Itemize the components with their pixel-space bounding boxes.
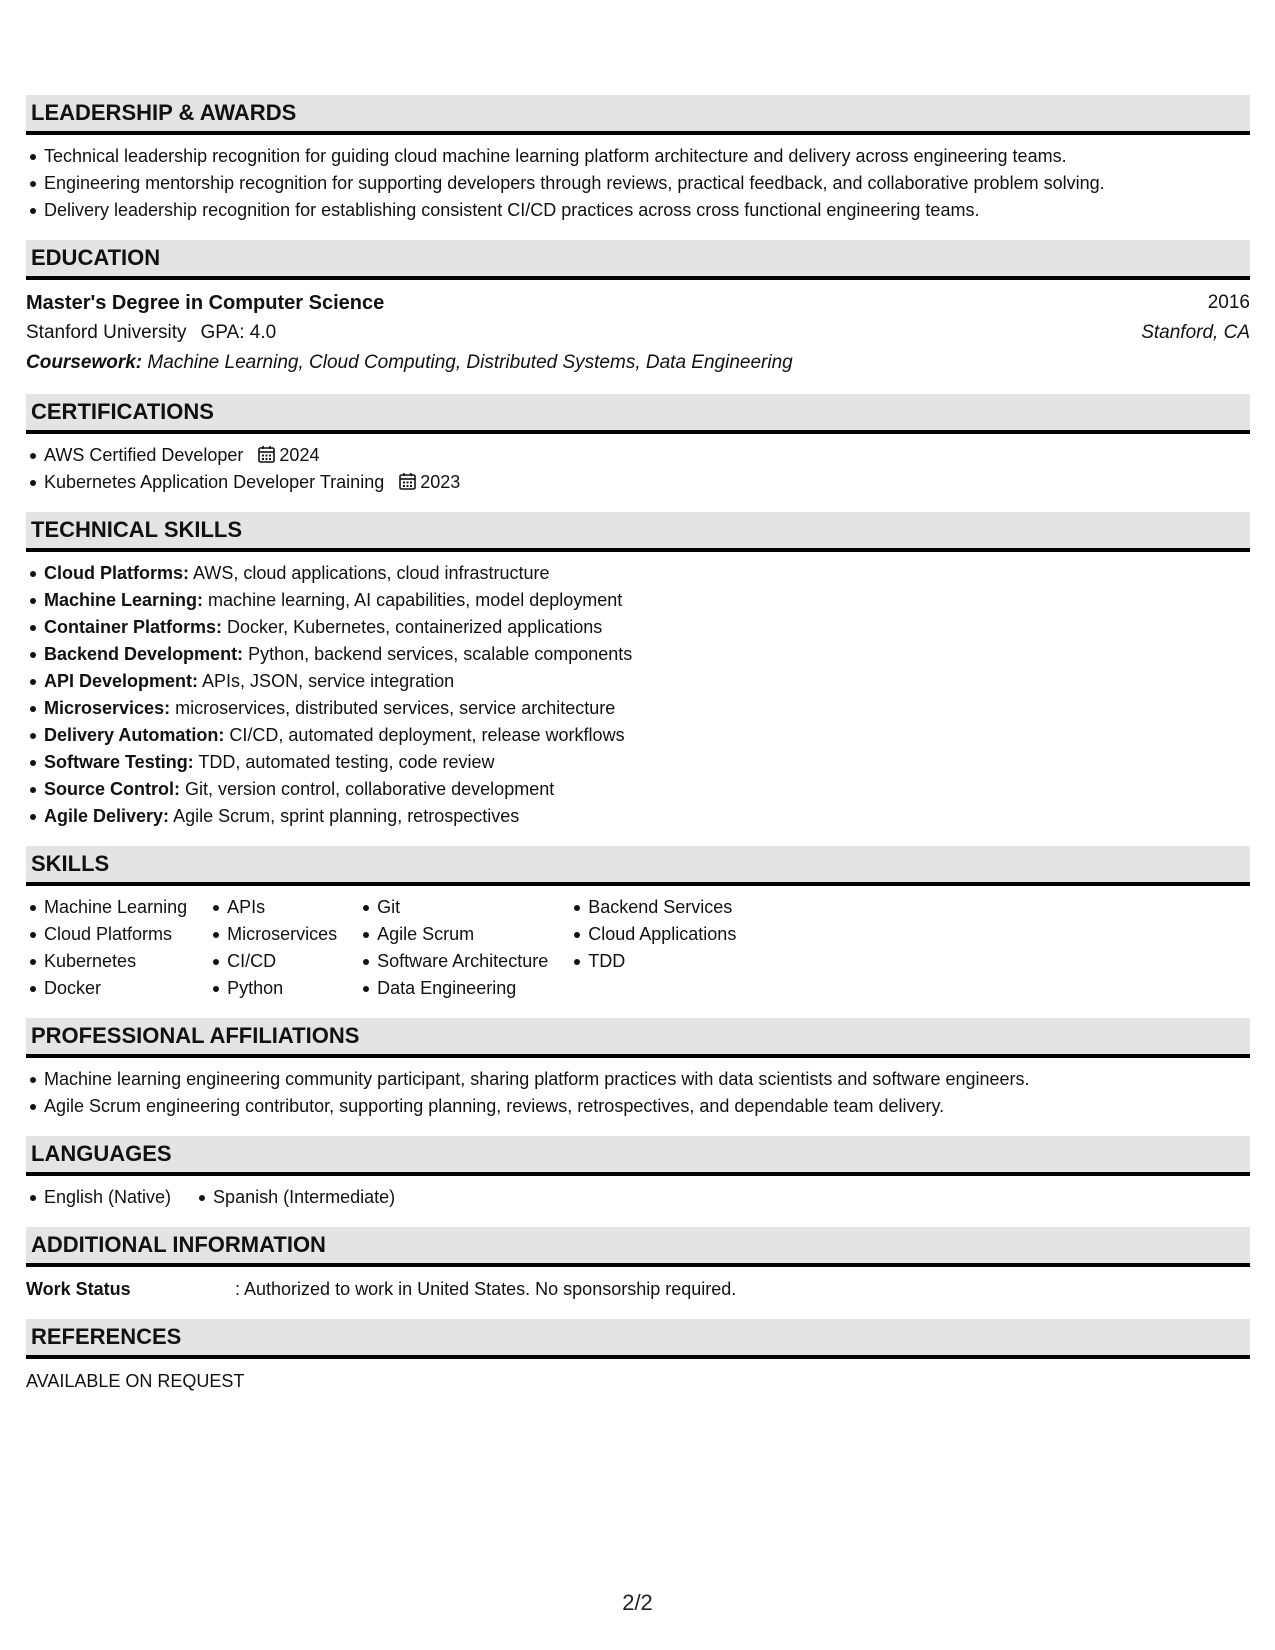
- skill-values: Agile Scrum, sprint planning, retrospectives: [173, 806, 520, 826]
- skill-values: Docker, Kubernetes, containerized applications: [227, 617, 603, 637]
- section-title: LEADERSHIP & AWARDS: [26, 95, 1250, 135]
- list-item: Machine learning engineering community participant, sharing platform practices with data scientists and software engineers.: [44, 1066, 1250, 1093]
- list-item: Agile Scrum engineering contributor, supporting planning, reviews, retrospectives, and dependable team delivery.: [44, 1093, 1250, 1120]
- section-affiliations: [26, 1018, 1250, 1120]
- page-number: 2/2: [622, 1590, 653, 1615]
- list-item: Microservices: [227, 921, 337, 948]
- section-title: PROFESSIONAL AFFILIATIONS: [26, 1018, 1250, 1058]
- list-item: [44, 614, 1250, 641]
- section-title: TECHNICAL SKILLS: [26, 512, 1250, 552]
- skill-category: Microservices:: [44, 698, 171, 718]
- section-title: REFERENCES: [26, 1319, 1250, 1359]
- certification-name: AWS Certified Developer: [44, 445, 244, 465]
- section-title: EDUCATION: [26, 240, 1250, 280]
- certification-year: 2024: [279, 445, 320, 465]
- skill-values: CI/CD, automated deployment, release workflows: [229, 725, 625, 745]
- skills-column: [570, 894, 736, 1002]
- list-item: Data Engineering: [377, 975, 548, 1002]
- skill-values: APIs, JSON, service integration: [202, 671, 455, 691]
- skills-column: [26, 894, 187, 1002]
- skill-values: TDD, automated testing, code review: [198, 752, 495, 772]
- list-item: Cloud Applications: [588, 921, 736, 948]
- skill-values: Git, version control, collaborative development: [185, 779, 555, 799]
- work-status-row: [26, 1275, 1250, 1303]
- gpa: GPA: 4.0: [200, 322, 277, 343]
- section-title: SKILLS: [26, 846, 1250, 886]
- education-school-row: [26, 318, 1250, 348]
- section-title: CERTIFICATIONS: [26, 394, 1250, 434]
- list-item: TDD: [588, 948, 736, 975]
- education-degree-row: [26, 288, 1250, 318]
- certification-year: 2023: [420, 472, 461, 492]
- skills-column: [209, 894, 337, 1002]
- section-title: LANGUAGES: [26, 1136, 1250, 1176]
- list-item: [44, 776, 1250, 803]
- skill-category: API Development:: [44, 671, 199, 691]
- list-item: [44, 695, 1250, 722]
- resume-page: [26, 95, 1250, 1411]
- work-status-value: : Authorized to work in United States. No sponsorship required.: [235, 1279, 737, 1299]
- list-item: Agile Scrum: [377, 921, 548, 948]
- leadership-list: [26, 143, 1250, 224]
- list-item: [44, 560, 1250, 587]
- skill-category: Cloud Platforms:: [44, 563, 190, 583]
- section-leadership: [26, 95, 1250, 224]
- list-item: Technical leadership recognition for guiding cloud machine learning platform architecture and delivery across engineering teams.: [44, 143, 1250, 170]
- school-name: Stanford University: [26, 322, 187, 343]
- skill-category: Backend Development:: [44, 644, 244, 664]
- certification-name: Kubernetes Application Developer Training: [44, 472, 385, 492]
- skill-values: microservices, distributed services, service architecture: [175, 698, 616, 718]
- skills-column: [359, 894, 548, 1002]
- list-item: Docker: [44, 975, 187, 1002]
- calendar-icon: [258, 445, 275, 463]
- coursework-label: Coursework:: [26, 352, 143, 373]
- list-item: Git: [377, 894, 548, 921]
- list-item: Cloud Platforms: [44, 921, 187, 948]
- coursework-list: Machine Learning, Cloud Computing, Distributed Systems, Data Engineering: [147, 352, 793, 373]
- skills-columns: [26, 894, 1250, 1002]
- section-education: [26, 240, 1250, 378]
- skill-values: Python, backend services, scalable components: [248, 644, 633, 664]
- work-status-label: Work Status: [26, 1279, 131, 1299]
- list-item: Delivery leadership recognition for establishing consistent CI/CD practices across cross functional engineering teams.: [44, 197, 1250, 224]
- skill-category: Agile Delivery:: [44, 806, 170, 826]
- section-languages: [26, 1136, 1250, 1211]
- list-item: English (Native): [44, 1184, 171, 1211]
- school-location: Stanford, CA: [1141, 322, 1250, 343]
- list-item: [44, 442, 1250, 469]
- list-item: Backend Services: [588, 894, 736, 921]
- list-item: [44, 722, 1250, 749]
- section-additional-information: [26, 1227, 1250, 1303]
- list-item: [44, 749, 1250, 776]
- affiliations-list: [26, 1066, 1250, 1120]
- skill-category: Delivery Automation:: [44, 725, 225, 745]
- technical-skills-list: [26, 560, 1250, 830]
- list-item: [44, 803, 1250, 830]
- section-technical-skills: [26, 512, 1250, 830]
- references-text: AVAILABLE ON REQUEST: [26, 1371, 245, 1391]
- certifications-list: [26, 442, 1250, 496]
- list-item: CI/CD: [227, 948, 337, 975]
- skill-category: Container Platforms:: [44, 617, 223, 637]
- list-item: Kubernetes: [44, 948, 187, 975]
- section-skills: [26, 846, 1250, 1002]
- list-item: [44, 668, 1250, 695]
- section-references: [26, 1319, 1250, 1395]
- list-item: [44, 641, 1250, 668]
- degree-name: Master's Degree in Computer Science: [26, 292, 385, 314]
- skill-category: Software Testing:: [44, 752, 194, 772]
- section-title: ADDITIONAL INFORMATION: [26, 1227, 1250, 1267]
- calendar-icon: [399, 472, 416, 490]
- graduation-year: 2016: [1207, 292, 1250, 313]
- list-item: [44, 469, 1250, 496]
- section-certifications: [26, 394, 1250, 496]
- skill-category: Machine Learning:: [44, 590, 204, 610]
- languages-list: [26, 1184, 1250, 1211]
- list-item: Machine Learning: [44, 894, 187, 921]
- list-item: Python: [227, 975, 337, 1002]
- skill-category: Source Control:: [44, 779, 181, 799]
- coursework: [26, 348, 1250, 378]
- list-item: Spanish (Intermediate): [213, 1184, 395, 1211]
- list-item: [44, 587, 1250, 614]
- skill-values: machine learning, AI capabilities, model deployment: [208, 590, 623, 610]
- list-item: APIs: [227, 894, 337, 921]
- skill-values: AWS, cloud applications, cloud infrastructure: [193, 563, 550, 583]
- list-item: Software Architecture: [377, 948, 548, 975]
- list-item: Engineering mentorship recognition for supporting developers through reviews, practical feedback, and collaborative problem solving.: [44, 170, 1250, 197]
